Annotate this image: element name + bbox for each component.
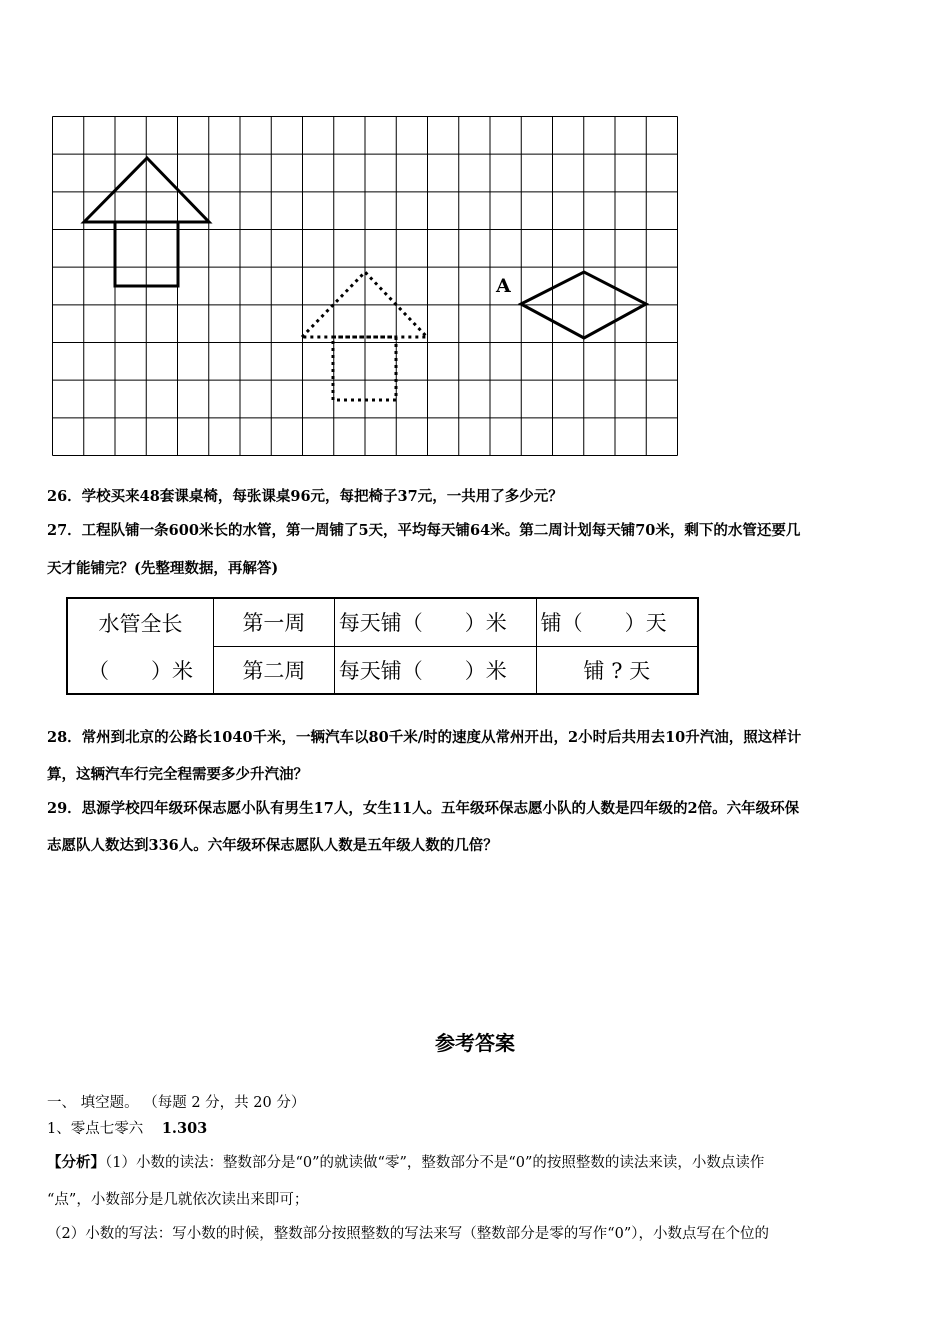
grid-figure (52, 116, 678, 456)
question-28-line1: 28．常州到北京的公路长1040千米，一辆汽车以80千米/时的速度从常州开出，2小时后共用去10升汽油，照这样计 (47, 729, 802, 746)
data-table (66, 597, 699, 695)
point-a-label: A (496, 275, 511, 297)
table-days2: 铺 ? 天 (536, 646, 698, 694)
grid-svg (52, 116, 678, 456)
table-total-label: 水管全长 (67, 598, 214, 646)
analysis-line3: （2）小数的写法：写小数的时候，整数部分按照整数的写法来写（整数部分是零的写作“0”），小数点写在个位的 (47, 1226, 770, 1242)
answer-1-label: 1、零点七零六 (47, 1121, 144, 1137)
answers-title: 参考答案 (435, 1031, 515, 1055)
question-29-line2: 志愿队人数达到336人。六年级环保志愿队人数是五年级人数的几倍？ (47, 837, 498, 854)
section-1-heading: 一、 填空题。 （每题 2 分，共 20 分） (47, 1095, 306, 1111)
answer-1 (47, 1117, 207, 1138)
analysis-tag: 【分析】 (47, 1154, 105, 1171)
table-week1: 第一周 (214, 598, 335, 646)
table-days1: 铺（ ）天 (536, 598, 698, 646)
answer-1-value: 1.303 (161, 1120, 208, 1137)
question-29-line1: 29．思源学校四年级环保志愿小队有男生17人，女生11人。五年级环保志愿小队的人数是四年级的2倍。六年级环保 (47, 800, 800, 817)
table-week2: 第二周 (214, 646, 335, 694)
table-daily2: 每天铺（ ）米 (334, 646, 536, 694)
table-total-unit: （ ）米 (67, 646, 214, 694)
table-daily1: 每天铺（ ）米 (334, 598, 536, 646)
analysis-line1 (47, 1151, 764, 1172)
analysis-line2: “点”，小数部分是几就依次读出来即可； (47, 1192, 309, 1208)
question-27-line2: 天才能铺完？(先整理数据，再解答) (47, 560, 279, 577)
question-26: 26．学校买来48套课桌椅，每张课桌96元，每把椅子37元，一共用了多少元？ (47, 488, 563, 505)
question-27-line1: 27．工程队铺一条600米长的水管，第一周铺了5天，平均每天铺64米。第二周计划每天铺70米，剩下的水管还要几 (47, 522, 801, 539)
question-28-line2: 算，这辆汽车行完全程需要多少升汽油？ (47, 766, 308, 783)
analysis-text1: （1）小数的读法：整数部分是“0”的就读做“零”，整数部分不是“0”的按照整数的读法来读，小数点读作 (105, 1155, 765, 1171)
